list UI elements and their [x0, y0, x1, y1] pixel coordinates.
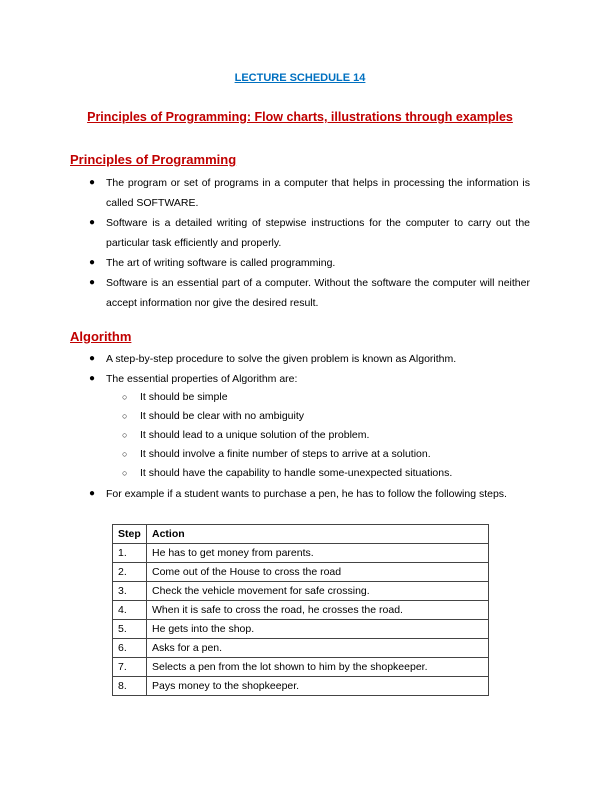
- bullet-icon: ●: [89, 488, 96, 499]
- step-action: Asks for a pen.: [147, 639, 489, 658]
- circle-bullet-icon: ○: [122, 411, 128, 421]
- list-item-text: It should lead to a unique solution of the problem.: [140, 429, 370, 441]
- list-item: [120, 426, 520, 445]
- table-header-row: [113, 525, 489, 544]
- table-row: [113, 601, 489, 620]
- step-number: 4.: [113, 601, 147, 620]
- bullet-icon: ●: [89, 277, 96, 288]
- bullet-icon: ●: [89, 257, 96, 268]
- table-row: [113, 620, 489, 639]
- table-row: [113, 582, 489, 601]
- step-action: Selects a pen from the lot shown to him by the shopkeeper.: [147, 658, 489, 677]
- algorithm-list: [88, 349, 530, 389]
- step-number: 6.: [113, 639, 147, 658]
- list-item-text: It should involve a finite number of steps to arrive at a solution.: [140, 448, 431, 460]
- step-number: 2.: [113, 563, 147, 582]
- table-row: [113, 544, 489, 563]
- table-row: [113, 563, 489, 582]
- step-action: When it is safe to cross the road, he crosses the road.: [147, 601, 489, 620]
- list-item-text: For example if a student wants to purchase a pen, he has to follow the following steps.: [106, 488, 507, 500]
- bullet-icon: ●: [89, 373, 96, 384]
- step-number: 3.: [113, 582, 147, 601]
- list-item: [88, 173, 530, 213]
- bullet-icon: ●: [89, 177, 96, 188]
- step-action: He gets into the shop.: [147, 620, 489, 639]
- step-action: He has to get money from parents.: [147, 544, 489, 563]
- lecture-title: LECTURE SCHEDULE 14: [234, 72, 366, 84]
- list-item: [88, 213, 530, 253]
- list-item: [88, 349, 530, 369]
- list-item: [88, 484, 530, 504]
- list-item: [88, 369, 530, 389]
- circle-bullet-icon: ○: [122, 392, 128, 402]
- step-number: 7.: [113, 658, 147, 677]
- step-action: Pays money to the shopkeeper.: [147, 677, 489, 696]
- table-row: [113, 658, 489, 677]
- example-list: [88, 484, 530, 504]
- list-item-text: The art of writing software is called programming.: [106, 257, 336, 269]
- step-action: Check the vehicle movement for safe crossing.: [147, 582, 489, 601]
- bullet-icon: ●: [89, 353, 96, 364]
- list-item-text: It should be clear with no ambiguity: [140, 410, 305, 422]
- list-item: [88, 253, 530, 273]
- list-item-text: It should be simple: [140, 391, 228, 403]
- circle-bullet-icon: ○: [122, 430, 128, 440]
- column-header-step: Step: [113, 525, 147, 544]
- list-item: [88, 273, 530, 313]
- list-item: [120, 445, 520, 464]
- list-item: [120, 407, 520, 426]
- step-number: 5.: [113, 620, 147, 639]
- step-action: Come out of the House to cross the road: [147, 563, 489, 582]
- steps-table: [112, 524, 489, 696]
- circle-bullet-icon: ○: [122, 468, 128, 478]
- table-row: [113, 639, 489, 658]
- list-item: [120, 464, 520, 483]
- principles-heading: Principles of Programming: [70, 152, 237, 167]
- list-item: [120, 388, 520, 407]
- list-item-text: A step-by-step procedure to solve the given problem is known as Algorithm.: [106, 353, 457, 365]
- algorithm-heading: Algorithm: [70, 329, 132, 344]
- subject-title: Principles of Programming: Flow charts, illustrations through examples: [87, 110, 513, 124]
- column-header-action: Action: [147, 525, 489, 544]
- list-item-text: Software is a detailed writing of stepwise instructions for the computer to carry out the particular task efficiently and properly.: [106, 217, 530, 249]
- list-item-text: The program or set of programs in a computer that helps in processing the information is called SOFTWARE.: [106, 177, 530, 209]
- step-number: 1.: [113, 544, 147, 563]
- bullet-icon: ●: [89, 217, 96, 228]
- list-item-text: It should have the capability to handle some-unexpected situations.: [140, 467, 453, 479]
- step-number: 8.: [113, 677, 147, 696]
- table-row: [113, 677, 489, 696]
- circle-bullet-icon: ○: [122, 449, 128, 459]
- algorithm-properties-list: [120, 388, 520, 483]
- list-item-text: Software is an essential part of a computer. Without the software the computer will neither accept information nor give the desired result.: [106, 277, 530, 309]
- principles-list: [88, 173, 530, 313]
- list-item-text: The essential properties of Algorithm are:: [106, 373, 298, 385]
